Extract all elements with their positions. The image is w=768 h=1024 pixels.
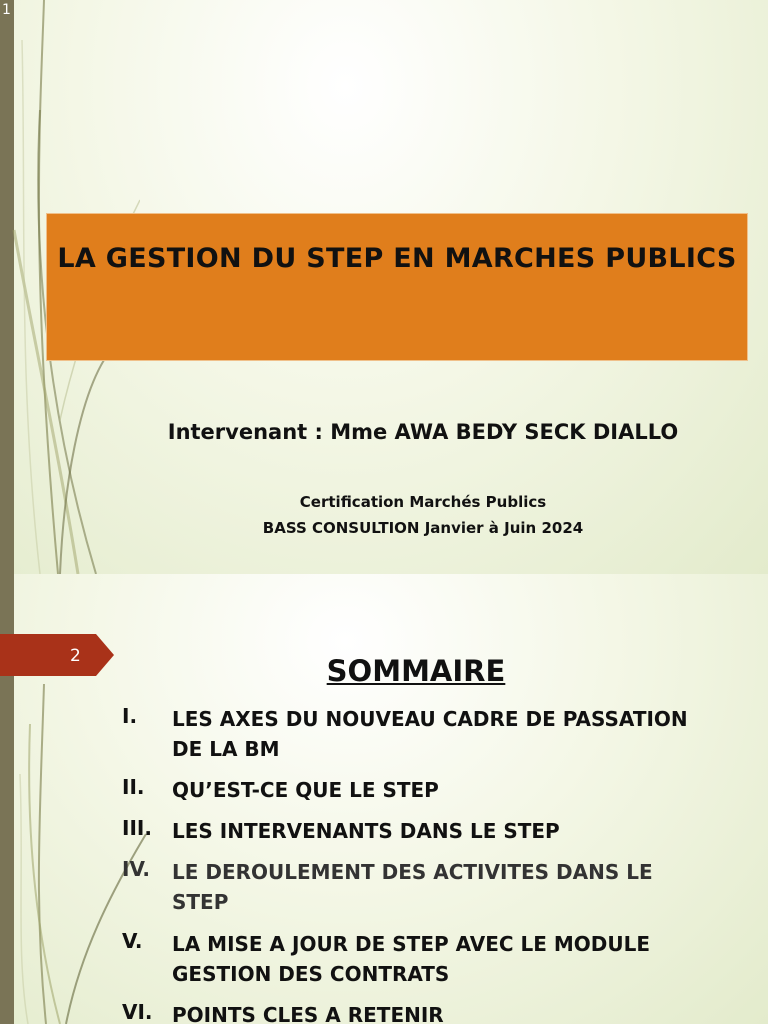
- list-item-number: IV.: [122, 857, 150, 881]
- list-item-label: POINTS CLES A RETENIR: [172, 1003, 444, 1024]
- slide-page-number: 2: [70, 646, 81, 666]
- list-item-label: LE DEROULEMENT DES ACTIVITES DANS LE STEP: [172, 860, 653, 914]
- list-item-number: I.: [122, 704, 138, 728]
- list-item-label: LES INTERVENANTS DANS LE STEP: [172, 819, 560, 843]
- slide-2: [0, 574, 768, 1024]
- list-item-label: LES AXES DU NOUVEAU CADRE DE PASSATION DE LA BM: [172, 707, 688, 761]
- speaker-name: Intervenant : Mme AWA BEDY SECK DIALLO: [167, 420, 679, 444]
- list-item-label: LA MISE A JOUR DE STEP AVEC LE MODULE GESTION DES CONTRATS: [172, 932, 651, 986]
- slide-page-number: 1: [2, 2, 11, 18]
- certification-line-2: BASS CONSULTION Janvier à Juin 2024: [262, 519, 584, 537]
- list-item-number: III.: [122, 816, 152, 840]
- list-item-number: V.: [122, 929, 143, 953]
- certification-line-1: Certification Marchés Publics: [299, 493, 547, 511]
- list-item-number: II.: [122, 775, 145, 799]
- list-item-label: QU’EST-CE QUE LE STEP: [172, 778, 439, 802]
- title-box: [46, 213, 748, 361]
- list-item-number: VI.: [122, 1000, 153, 1024]
- summary-heading: SOMMAIRE: [326, 654, 506, 688]
- slide-title: LA GESTION DU STEP EN MARCHES PUBLICS: [57, 243, 737, 274]
